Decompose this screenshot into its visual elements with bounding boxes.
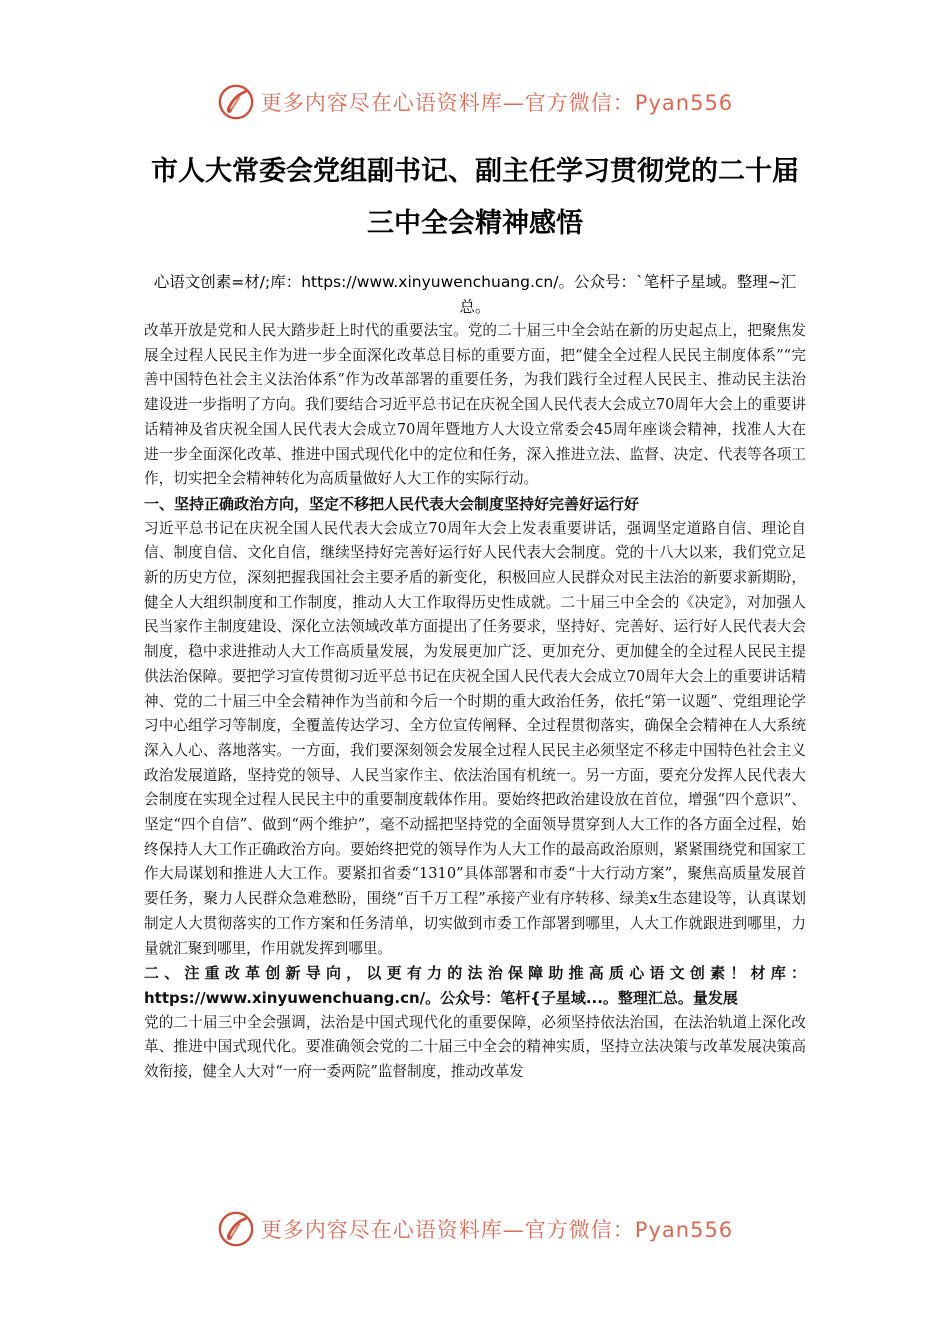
banner-text: 更多内容尽在心语资料库—官方微信：Pyan556 — [260, 1218, 734, 1242]
header-banner — [0, 80, 950, 124]
section-1-paragraph: 习近平总书记在庆祝全国人民代表大会成立70周年大会上发表重要讲话，强调坚定道路自信、理论自信、制度自信、文化自信，继续坚持好完善好运行好人民代表大会制度。党的十八大以来，我们党立足新的历史方位，深刻把握我国社会主要矛盾的新变化，积极回应人民群众对民主法治的新要求新期盼，健全人大组织制度和工作制度，推动人大工作取得历史性成就。二十届三中全会的《决定》，对加强人民当家作主制度建设、深化立法领域改革方面提出了任务要求，坚持好、完善好、运行好人民代表大会制度，稳中求进推动人大工作高质量发展，为发展更加广泛、更加充分、更加健全的全过程人民民主提供法治保障。要把学习宣传贯彻习近平总书记在庆祝全国人民代表大会成立70周年大会上的重要讲话精神、党的二十届三中全会精神作为当前和今后一个时期的重大政治任务，依托“第一议题”、党组理论学习中心组学习等制度，全覆盖传达学习、全方位宣传阐释、全过程贯彻落实，确保全会精神在人大系统深入人心、落地落实。一方面，我们要深刻领会发展全过程人民民主必须坚定不移走中国特色社会主义政治发展道路，坚持党的领导、人民当家作主、依法治国有机统一。另一方面，要充分发挥人民代表大会制度在实现全过程人民民主中的重要制度载体作用。要始终把政治建设放在首位，增强“四个意识”、坚定“四个自信”、做到“两个维护”，毫不动摇把坚持党的全面领导贯穿到人大工作的各方面全过程，始终保持人大工作正确政治方向。要始终把党的领导作为人大工作的最高政治原则，紧紧围绕党和国家工作大局谋划和推进人大工作。要紧扣省委“1310”具体部署和市委“十大行动方案”，聚焦高质量发展首要任务，聚力人民群众急难愁盼，围绕“百千万工程”承接产业有序转移、绿美x生态建设等，认真谋划制定人大贯彻落实的工作方案和任务清单，切实做到市委工作部署到哪里，人大工作就跟进到哪里，力量就汇聚到哪里，作用就发挥到哪里。 — [144, 519, 806, 957]
pen-logo-icon — [217, 1210, 255, 1248]
footer-banner — [0, 1207, 950, 1251]
section-2-paragraph: 党的二十届三中全会强调，法治是中国式现代化的重要保障，必须坚持依法治国，在法治轨道上深化改革、推进中国式现代化。要准确领会党的二十届三中全会的精神实质，坚持立法决策与改革发展决策高效衔接，健全人大对“一府一委两院”监督制度，推动改革发 — [144, 1013, 806, 1081]
banner-text: 更多内容尽在心语资料库—官方微信：Pyan556 — [260, 91, 734, 115]
section-2-heading: 二、注重改革创新导向，以更有力的法治保障助推高质心语文创素！材库：https://www.xinyuwenchuang.cn/。公众号：笔杆{子星域...。整理汇总。量发展 — [144, 964, 806, 1007]
source-note: 心语文创素=材/;库：https://www.xinyuwenchuang.cn/。公众号：`笔杆子星域。整理~汇总。 — [153, 273, 797, 316]
document-body — [144, 319, 806, 1085]
pen-logo-icon — [217, 83, 255, 121]
section-1-heading: 一、坚持正确政治方向，坚定不移把人民代表大会制度坚持好完善好运行好 — [144, 494, 640, 513]
document-title: 市人大常委会党组副书记、副主任学习贯彻党的二十届三中全会精神感悟 — [151, 156, 799, 239]
intro-paragraph: 改革开放是党和人民大踏步赶上时代的重要法宝。党的二十届三中全会站在新的历史起点上，把聚焦发展全过程人民民主作为进一步全面深化改革总目标的重要方面，把“健全全过程人民民主制度体系”“完善中国特色社会主义法治体系”作为改革部署的重要任务，为我们践行全过程人民民主、推动民主法治建设进一步指明了方向。我们要结合习近平总书记在庆祝全国人民代表大会成立70周年大会上的重要讲话精神及省庆祝全国人民代表大会成立70周年暨地方人大设立常委会45周年座谈会精神，找准人大在进一步全面深化改革、推进中国式现代化中的定位和任务，深入推进立法、监督、决定、代表等各项工作，切实把全会精神转化为高质量做好人大工作的实际行动。 — [144, 322, 806, 488]
